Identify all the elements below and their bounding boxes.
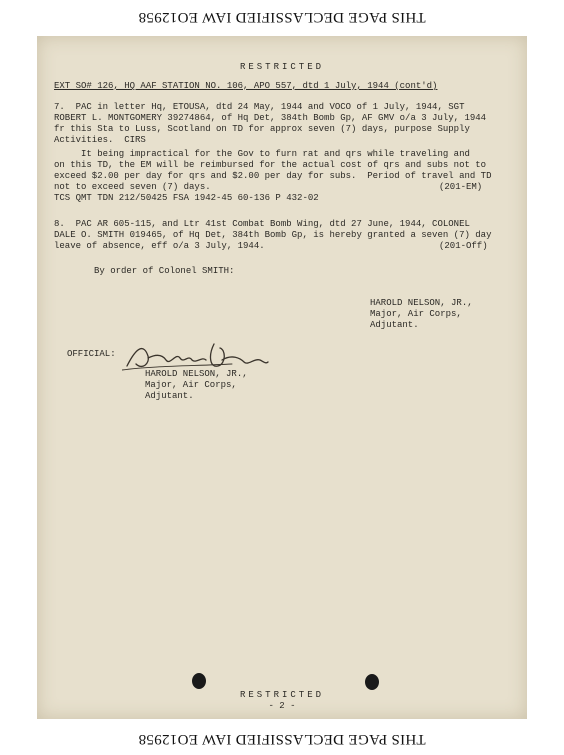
- official-signer-title: Adjutant.: [145, 391, 194, 401]
- para8-line: 8. PAC AR 605-115, and Ltr 41st Combat Bomb Wing, dtd 27 June, 1944, COLONEL: [54, 219, 470, 229]
- page-number: - 2 -: [268, 701, 296, 711]
- para7-line: It being impractical for the Gov to furn rat and qrs while traveling and: [54, 149, 470, 159]
- para7-line: not to exceed seven (7) days.: [54, 182, 211, 192]
- para8-file-reference: (201-Off): [439, 241, 488, 251]
- order-header: EXT SO# 126, HQ AAF STATION NO. 106, APO 557, dtd 1 July, 1944 (cont'd): [54, 81, 438, 91]
- official-label: OFFICIAL:: [67, 349, 116, 359]
- para7-line: Activities. CIRS: [54, 135, 146, 145]
- para7-line: exceed $2.00 per day for qrs and $2.00 per day for subs. Period of travel and TD: [54, 171, 492, 181]
- by-order-line: By order of Colonel SMITH:: [94, 266, 235, 276]
- signer-title: Adjutant.: [370, 320, 419, 330]
- declassified-banner-bottom: THIS PAGE DECLASSIFIED IAW EO12958: [138, 731, 426, 747]
- classification-bottom: RESTRICTED: [239, 690, 324, 700]
- para7-line: ROBERT L. MONTGOMERY 39274864, of Hq Det, 384th Bomb Gp, AF GMV o/a 3 July, 1944: [54, 113, 487, 123]
- para7-tcs-line: TCS QMT TDN 212/50425 FSA 1942-45 60-136 P 432-02: [54, 193, 319, 203]
- signer-rank: Major, Air Corps,: [370, 309, 462, 319]
- para8-line: leave of absence, eff o/a 3 July, 1944.: [54, 241, 265, 251]
- classification-top: RESTRICTED: [239, 62, 324, 72]
- para7-line: 7. PAC in letter Hq, ETOUSA, dtd 24 May, 1944 and VOCO of 1 July, 1944, SGT: [54, 102, 465, 112]
- official-signer-name: HAROLD NELSON, JR.,: [145, 369, 248, 379]
- para7-line: fr this Sta to Luss, Scotland on TD for approx seven (7) days, purpose Supply: [54, 124, 470, 134]
- official-signer-rank: Major, Air Corps,: [145, 380, 237, 390]
- declassified-banner-top: THIS PAGE DECLASSIFIED IAW EO12958: [138, 9, 426, 25]
- signer-name: HAROLD NELSON, JR.,: [370, 298, 473, 308]
- document-sheet: [37, 36, 527, 719]
- para7-line: on this TD, the EM will be reimbursed for the actual cost of qrs and subs not to: [54, 160, 487, 170]
- para8-line: DALE O. SMITH 019465, of Hq Det, 384th Bomb Gp, is hereby granted a seven (7) day: [54, 230, 492, 240]
- punch-hole: [192, 673, 206, 689]
- punch-hole: [365, 674, 379, 690]
- para7-file-reference: (201-EM): [439, 182, 483, 192]
